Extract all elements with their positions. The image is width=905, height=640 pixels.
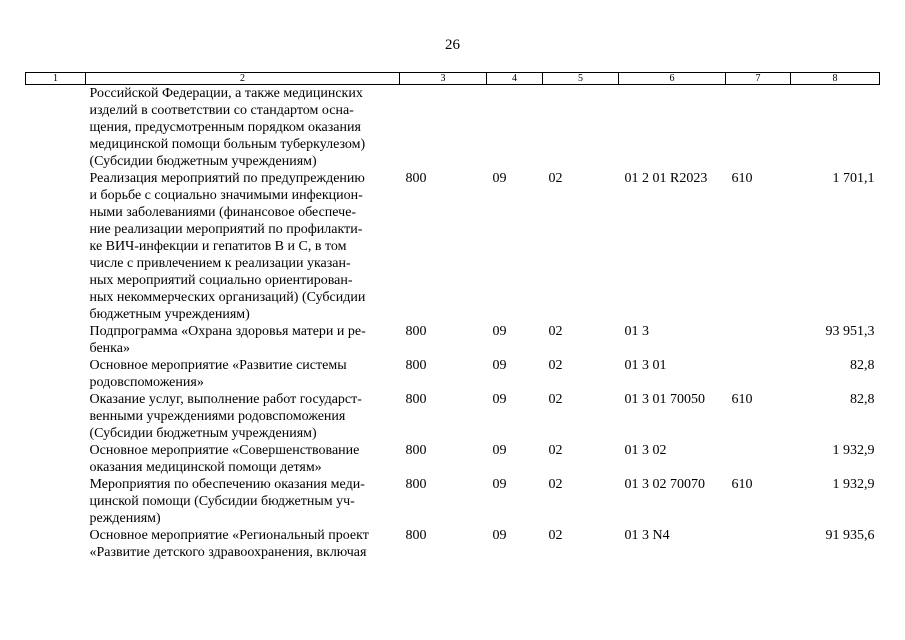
column-header-5: 5 <box>543 73 619 85</box>
column-header-2: 2 <box>86 73 400 85</box>
cell-ministry-code: 800 <box>405 443 427 458</box>
name-line: бюджетным учреждениям) <box>89 307 250 322</box>
cell-expense-type: 610 <box>731 171 753 186</box>
cell-section: 09 <box>492 477 507 492</box>
table-row <box>26 170 880 323</box>
column-header-3: 3 <box>400 73 487 85</box>
cell-amount: 1 932,9 <box>832 477 875 492</box>
name-line: числе с привлечением к реализации указан- <box>89 256 351 271</box>
cell-amount: 82,8 <box>850 392 875 407</box>
cell-name <box>86 323 400 357</box>
cell-subsection: 02 <box>548 528 563 543</box>
cell-amount: 1 932,9 <box>832 443 875 458</box>
cell-amount: 1 701,1 <box>832 171 875 186</box>
cell-target-article: 01 3 01 <box>624 358 667 373</box>
cell-name <box>86 170 400 323</box>
cell-col-1 <box>26 442 86 476</box>
cell-col-1 <box>26 476 86 527</box>
name-line: цинской помощи (Субсидии бюджетным уч- <box>89 494 355 509</box>
cell-ministry-code: 800 <box>405 392 427 407</box>
cell-target-article: 01 3 02 70070 <box>624 477 705 492</box>
cell-col-1 <box>26 323 86 357</box>
name-line: родовспоможения» <box>89 375 204 390</box>
name-line: Подпрограмма «Охрана здоровья матери и ре- <box>89 324 366 339</box>
name-line: Мероприятия по обеспечению оказания меди- <box>89 477 365 492</box>
name-line: щения, предусмотренным порядком оказания <box>89 120 361 135</box>
table-row <box>26 391 880 442</box>
table-row <box>26 476 880 527</box>
cell-subsection: 02 <box>548 171 563 186</box>
column-header-8: 8 <box>791 73 880 85</box>
cell-expense-type: 610 <box>731 477 753 492</box>
cell-section: 09 <box>492 358 507 373</box>
cell-ministry-code: 800 <box>405 477 427 492</box>
cell-name <box>86 476 400 527</box>
cell-section: 09 <box>492 392 507 407</box>
budget-table <box>25 72 880 561</box>
cell-target-article: 01 3 01 70050 <box>624 392 705 407</box>
name-line: Оказание услуг, выполнение работ государст- <box>89 392 362 407</box>
cell-subsection: 02 <box>548 443 563 458</box>
column-header-7: 7 <box>726 73 791 85</box>
name-line: ние реализации мероприятий по профилакти- <box>89 222 363 237</box>
page-number: 26 <box>445 37 460 53</box>
table-row <box>26 85 880 171</box>
cell-target-article: 01 2 01 R2023 <box>624 171 708 186</box>
cell-expense-type <box>726 323 791 357</box>
name-line: (Субсидии бюджетным учреждениям) <box>89 154 317 169</box>
name-line: Основное мероприятие «Региональный проект <box>89 528 369 543</box>
table-body <box>26 85 880 562</box>
cell-section: 09 <box>492 528 507 543</box>
column-header-1: 1 <box>26 73 86 85</box>
name-line: Основное мероприятие «Развитие системы <box>89 358 347 373</box>
table-row <box>26 323 880 357</box>
name-line: ных мероприятий социально ориентирован- <box>89 273 353 288</box>
cell-ministry-code: 800 <box>405 528 427 543</box>
cell-target-article: 01 3 N4 <box>624 528 670 543</box>
cell-section: 09 <box>492 171 507 186</box>
cell-ministry-code <box>400 85 487 171</box>
cell-col-1 <box>26 85 86 171</box>
cell-target-article: 01 3 <box>624 324 649 339</box>
cell-col-1 <box>26 527 86 561</box>
cell-col-1 <box>26 391 86 442</box>
cell-expense-type <box>726 85 791 171</box>
cell-subsection: 02 <box>548 392 563 407</box>
cell-section: 09 <box>492 443 507 458</box>
table-row <box>26 527 880 561</box>
name-line: Основное мероприятие «Совершенствование <box>89 443 360 458</box>
cell-expense-type <box>726 442 791 476</box>
name-line: оказания медицинской помощи детям» <box>89 460 322 475</box>
cell-ministry-code: 800 <box>405 324 427 339</box>
column-number-header <box>26 73 880 85</box>
cell-name <box>86 527 400 561</box>
cell-target-article: 01 3 02 <box>624 443 667 458</box>
cell-col-1 <box>26 170 86 323</box>
cell-expense-type <box>726 527 791 561</box>
name-line: бенка» <box>89 341 130 356</box>
cell-ministry-code: 800 <box>405 358 427 373</box>
cell-col-1 <box>26 357 86 391</box>
cell-ministry-code: 800 <box>405 171 427 186</box>
cell-target-article <box>619 85 726 171</box>
cell-name <box>86 442 400 476</box>
cell-amount: 82,8 <box>850 358 875 373</box>
cell-section: 09 <box>492 324 507 339</box>
cell-subsection: 02 <box>548 324 563 339</box>
name-line: Российской Федерации, а также медицинских <box>89 86 363 101</box>
cell-amount: 91 935,6 <box>825 528 875 543</box>
name-line: «Развитие детского здравоохранения, включая <box>89 545 367 560</box>
name-line: венными учреждениями родовспоможения <box>89 409 346 424</box>
cell-section <box>487 85 543 171</box>
name-line: ных некоммерческих организаций) (Субсидии <box>89 290 366 305</box>
name-line: реждениям) <box>89 511 161 526</box>
cell-amount <box>791 85 880 171</box>
name-line: ными заболеваниями (финансовое обеспече- <box>89 205 357 220</box>
table-row <box>26 357 880 391</box>
name-line: медицинской помощи больным туберкулезом) <box>89 137 366 152</box>
cell-subsection: 02 <box>548 358 563 373</box>
column-header-6: 6 <box>619 73 726 85</box>
cell-amount: 93 951,3 <box>825 324 875 339</box>
cell-expense-type: 610 <box>731 392 753 407</box>
name-line: ке ВИЧ-инфекции и гепатитов В и С, в том <box>89 239 347 254</box>
cell-name <box>86 391 400 442</box>
cell-expense-type <box>726 357 791 391</box>
column-header-4: 4 <box>487 73 543 85</box>
table-row <box>26 442 880 476</box>
name-line: и борьбе с социально значимыми инфекцион- <box>89 188 363 203</box>
name-line: изделий в соответствии со стандартом осна- <box>89 103 354 118</box>
cell-subsection <box>543 85 619 171</box>
cell-subsection: 02 <box>548 477 563 492</box>
name-line: (Субсидии бюджетным учреждениям) <box>89 426 317 441</box>
cell-name <box>86 85 400 171</box>
cell-name <box>86 357 400 391</box>
name-line: Реализация мероприятий по предупреждению <box>89 171 365 186</box>
